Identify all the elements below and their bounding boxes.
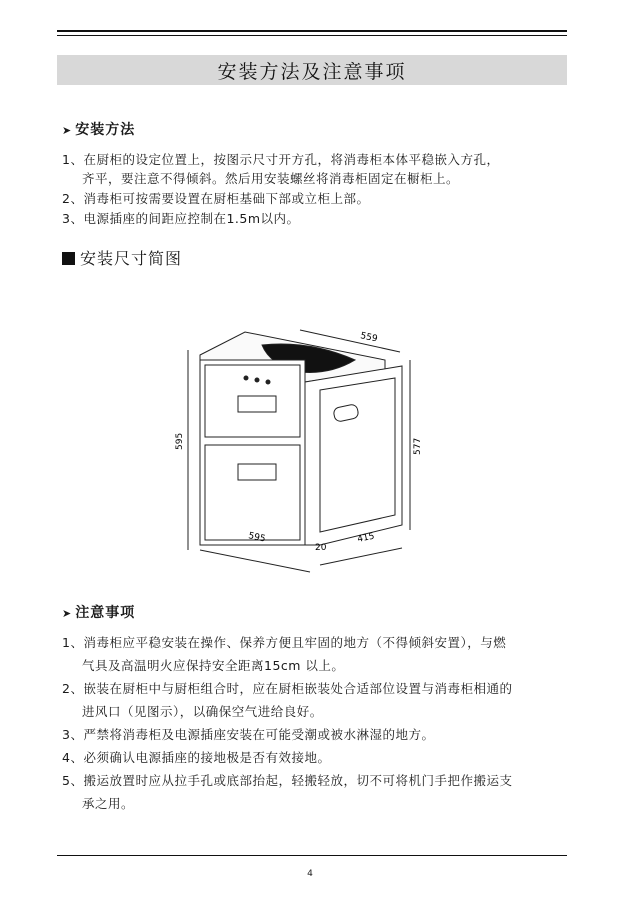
dim-left-height: 595	[175, 432, 185, 450]
dim-right-height: 577	[413, 437, 423, 455]
dim-top-depth: 559	[359, 331, 379, 345]
arrow-bullet-icon: ➤	[62, 607, 73, 620]
note-2b: 进风口（见图示），以确保空气进给良好。	[82, 704, 323, 719]
note-5b: 承之用。	[82, 796, 135, 811]
bottom-rule	[57, 855, 567, 856]
note-1: 1、消毒柜应平稳安装在操作、保养方便且牢固的地方（不得倾斜安置），与燃	[62, 635, 507, 650]
notes-heading	[62, 602, 135, 622]
install-line-2: 2、消毒柜可按需要设置在厨柜基础下部或立柜上部。	[62, 191, 370, 206]
page-title: 安装方法及注意事项	[217, 60, 407, 83]
dim-bottom-20: 20	[315, 543, 327, 553]
install-dimension-diagram	[170, 300, 430, 580]
dim-bottom-width: 595	[247, 531, 267, 545]
title-bar	[57, 55, 567, 85]
page-number: 4	[307, 869, 313, 879]
arrow-bullet-icon: ➤	[62, 124, 73, 137]
install-line-1b: 齐平，要注意不得倾斜。然后用安装螺丝将消毒柜固定在橱柜上。	[82, 171, 460, 186]
install-line-1: 1、在厨柜的设定位置上，按图示尺寸开方孔，将消毒柜本体平稳嵌入方孔，	[62, 152, 500, 167]
top-rule-thin	[57, 35, 567, 36]
dim-bottom-depth: 415	[356, 531, 376, 545]
notes-heading-text: 注意事项	[75, 605, 136, 621]
install-heading	[62, 119, 135, 139]
note-1b: 气具及高温明火应保持安全距离15cm 以上。	[82, 658, 345, 673]
install-line-3: 3、电源插座的间距应控制在1.5m以内。	[62, 211, 300, 226]
top-rule	[57, 30, 567, 32]
note-3: 3、严禁将消毒柜及电源插座安装在可能受潮或被水淋湿的地方。	[62, 727, 435, 742]
note-5: 5、搬运放置时应从拉手孔或底部抬起，轻搬轻放，切不可将机门手把作搬运支	[62, 773, 513, 788]
dims-heading-text: 安装尺寸简图	[80, 249, 183, 268]
dims-heading	[62, 246, 182, 269]
square-bullet-icon	[62, 252, 75, 265]
note-4: 4、必须确认电源插座的接地极是否有效接地。	[62, 750, 331, 765]
note-2: 2、嵌装在厨柜中与厨柜组合时，应在厨柜嵌装处合适部位设置与消毒柜相通的	[62, 681, 513, 696]
install-heading-text: 安装方法	[75, 122, 136, 138]
